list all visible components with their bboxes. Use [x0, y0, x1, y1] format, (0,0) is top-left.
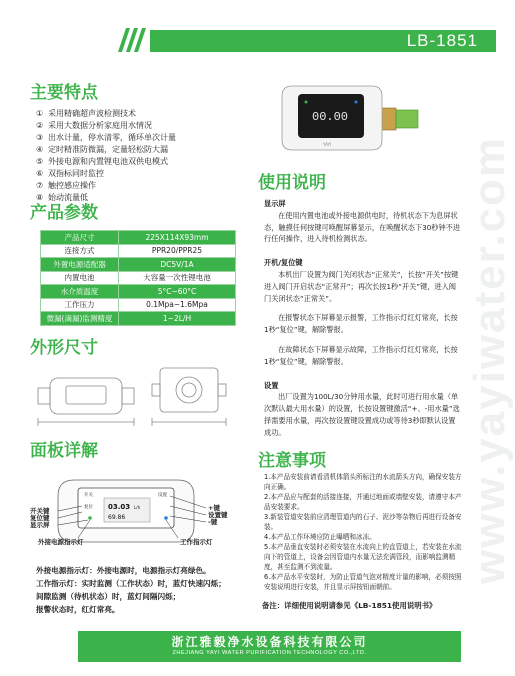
label-setting-key: 设置键	[208, 511, 228, 519]
model-number: LB-1851	[406, 31, 478, 50]
note-item: 3.新装管道安装前应清理管道内的石子、泥沙等杂物后再进行设备安装。	[264, 513, 462, 531]
feature-number: ④	[36, 145, 44, 154]
model-banner	[150, 30, 496, 52]
params-row	[41, 298, 236, 312]
feature-text: 定时精准防微漏，定量轻松防大漏	[48, 145, 168, 154]
features-heading: 主要特点	[30, 83, 98, 103]
params-row	[41, 258, 236, 272]
feature-text: 采用大数据分析家庭用水情况	[48, 121, 152, 130]
params-value: PPR20/PPR25	[119, 244, 236, 258]
feature-item	[36, 180, 176, 192]
notes-heading: 注意事项	[258, 451, 326, 471]
note-item: 5.本产品垂直安装时必须安装在水流向上的直管道上，若安装在水流向下的管道上，设备会因管道内水量无法充满管段，而影响监测精度，甚至监测不到流量。	[264, 543, 462, 571]
usage-paragraph: 在使用内置电池或外接电源供电时，待机状态下为息屏状态，触摸任何按键可唤醒屏幕显示，在唤醒状态下30秒钟不进行任何操作，进入待机检测状态。	[264, 210, 461, 244]
company-name-en: ZHEJIANG YAYI WATER PURIFICATION TECHNOLOGY CO.,LTD.	[172, 650, 367, 656]
website-watermark: www.yayiwater.com	[465, 135, 514, 585]
usage-section-title: 设置	[264, 380, 279, 390]
panel-diagram	[30, 470, 248, 550]
panel-heading: 面板详解	[30, 441, 98, 461]
params-row	[41, 271, 236, 285]
usage-section-title: 显示屏	[264, 199, 286, 208]
screen-reading: 03.03	[108, 503, 131, 511]
feature-item	[36, 144, 176, 156]
params-label: 微漏(滴漏)监测精度	[41, 312, 119, 326]
feature-text: 采用精确超声波检测技术	[48, 109, 136, 118]
params-label: 内置电池	[41, 271, 119, 285]
label-minus-key: -键	[208, 518, 218, 526]
panel-desc-line: 工作指示灯：实时监测（工作状态）时，蓝灯快速闪烁；	[36, 579, 226, 588]
front-view	[38, 378, 134, 426]
params-label: 连接方式	[41, 244, 119, 258]
params-value: 大容量一次性锂电池	[119, 271, 236, 285]
feature-number: ⑦	[36, 181, 44, 190]
feature-number: ⑧	[36, 193, 44, 202]
params-value: 1~2L/H	[119, 312, 236, 326]
params-value: 225X114X93mm	[119, 231, 236, 245]
features-list	[36, 108, 176, 204]
params-label: 工作压力	[41, 298, 119, 312]
panel-desc-line: 报警状态时，红灯常亮。	[36, 605, 120, 614]
note-item: 2.本产品应与配套的活接连接，并通过地面或墙壁安装，请遵守本产品安装要求。	[264, 493, 462, 511]
params-row	[41, 231, 236, 245]
params-row	[41, 312, 236, 326]
feature-number: ②	[36, 121, 44, 130]
feature-number: ①	[36, 109, 44, 118]
label-power-light: 外接电源指示灯	[38, 538, 84, 546]
params-value: 5°C~60°C	[119, 285, 236, 299]
device-reading: 00.00	[312, 110, 349, 124]
note-item: 6.本产品水平安装时，为防止管道气泡对精度计量的影响，必须按照安装说明进行安装，并且显示屏按钮面朝前。	[264, 573, 462, 591]
feature-item	[36, 132, 176, 144]
params-heading: 产品参数	[30, 203, 98, 223]
feature-text: 触控感应操作	[48, 181, 96, 190]
usage-section-title: 开机/复位键	[264, 258, 303, 268]
feature-text: 外接电源和内置锂电池双供电模式	[48, 157, 168, 166]
params-label: 产品尺寸	[41, 231, 119, 245]
params-value: 0.1Mpa~1.6Mpa	[119, 298, 236, 312]
remark: 备注：详细使用说明请参见《LB-1851使用说明书》	[262, 601, 437, 610]
notes-list	[264, 472, 464, 592]
feature-number: ⑥	[36, 169, 44, 178]
params-value: DC5V/1A	[119, 258, 236, 272]
screen-unit: L/h	[134, 505, 141, 510]
usage-paragraph: 在报警状态下屏幕显示报警，工作指示灯红灯常亮，长按1秒“复位”键，解除警报。	[264, 313, 458, 335]
panel-desc-line: 间隙监测（待机状态）时，蓝灯间隔闪烁；	[36, 592, 181, 601]
usage-paragraph: 在故障状态下屏幕显示故障，工作指示灯红灯常亮，长按1秒“复位”键，解除警报。	[264, 344, 458, 366]
params-label: 外置电源适配器	[41, 258, 119, 272]
label-work-light: 工作指示灯	[180, 538, 213, 546]
screen-reset-label: 复位	[84, 505, 93, 510]
label-plus-key: +键	[208, 504, 220, 512]
company-name-cn: 浙江雅毅净水设备科技有限公司	[171, 635, 368, 649]
feature-text: 出水计量，停水清零，循环单次计量	[48, 133, 176, 142]
side-view	[152, 368, 226, 426]
dimensions-heading: 外形尺寸	[30, 338, 98, 358]
screen-reading-2: 69.86	[108, 514, 126, 521]
power-indicator-light	[88, 516, 92, 520]
work-indicator-light	[164, 516, 168, 520]
header-stripes	[110, 28, 146, 52]
label-reset-key: 复位键	[30, 514, 50, 522]
note-item: 1.本产品安装前请看清机体箭头所标注的水流箭头方向，确保安装方向正确。	[264, 473, 462, 491]
panel-desc-line: 外接电源指示灯：外接电源时，电源指示灯亮绿色。	[36, 566, 211, 575]
note-item: 4.本产品工作环境应防止曝晒和冰冻。	[264, 533, 376, 541]
params-label: 水介质温度	[41, 285, 119, 299]
feature-number: ⑤	[36, 157, 44, 166]
label-display: 显示屏	[30, 521, 50, 529]
panel-description	[36, 564, 226, 616]
feature-text: 双指标同时监控	[48, 169, 104, 178]
feature-text: 始动流量低	[48, 193, 88, 202]
device-illustration	[272, 80, 422, 156]
company-footer	[78, 631, 461, 662]
screen-setting-label: 设置	[158, 493, 167, 498]
params-row	[41, 285, 236, 299]
feature-item	[36, 168, 176, 180]
feature-item	[36, 156, 176, 168]
usage-instructions	[264, 194, 462, 447]
usage-paragraph: 本机出厂设置为阀门关闭状态“正常关”，长按“开关”按键进入阀门开启状态“正常开”；再次长按1秒“开关”键，进入阀门关闭状态“正常关”。	[264, 269, 459, 303]
usage-paragraph: 出厂设置为100L/30分钟用水量，此时可进行用水量（单次默认最大用水量）的设置，长按设置键激活“+、-用水量”选择需要用水量，再次按设置键设置成功或等待3秒即默认设置成功。	[264, 392, 460, 437]
feature-item	[36, 120, 176, 132]
params-table	[40, 230, 236, 326]
feature-item	[36, 108, 176, 120]
feature-number: ③	[36, 133, 44, 142]
label-switch-key: 开关键	[30, 507, 50, 515]
params-row	[41, 244, 236, 258]
screen-switch-label: 开关	[84, 493, 93, 498]
usage-heading: 使用说明	[258, 173, 326, 193]
device-brand: YAYI	[323, 142, 332, 147]
dimension-drawing	[30, 360, 248, 432]
